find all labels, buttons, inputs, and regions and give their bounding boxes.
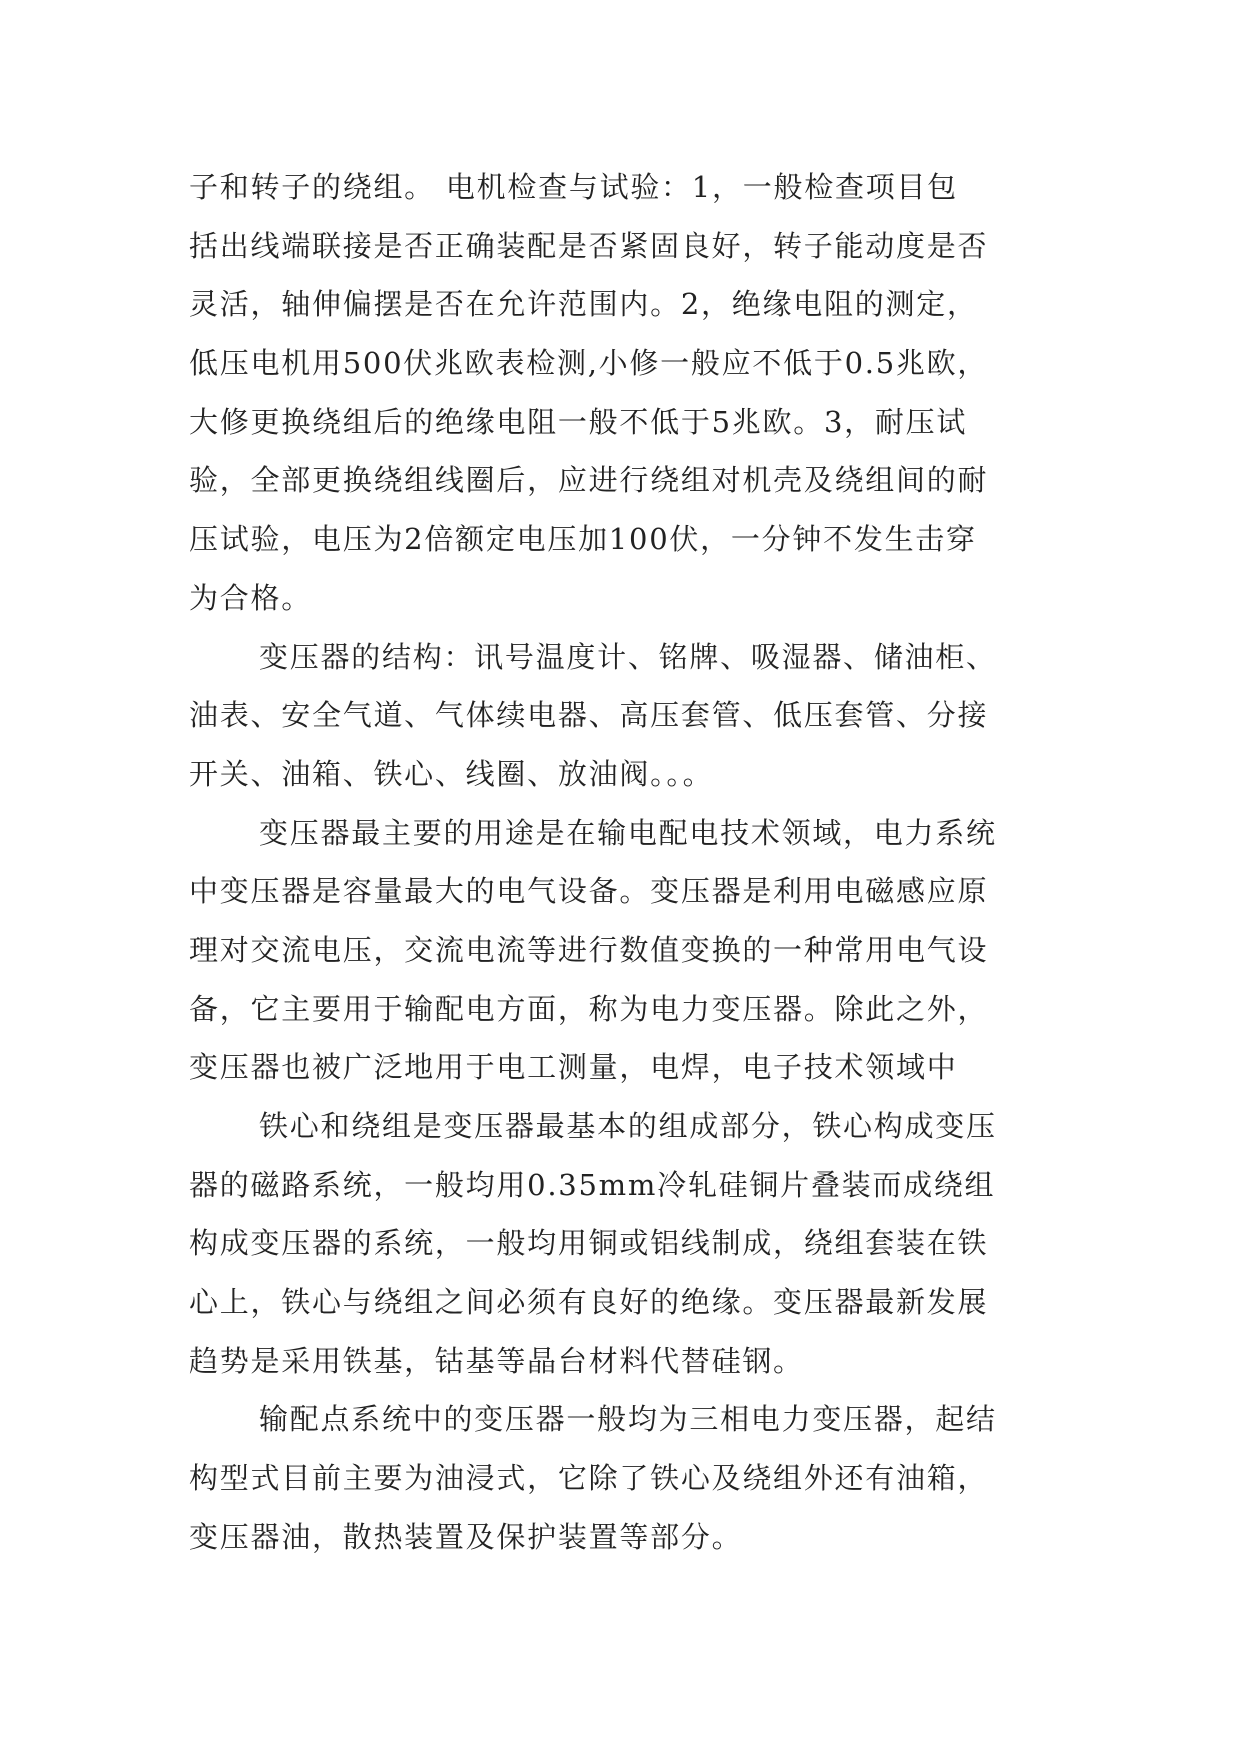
text-line: 括出线端联接是否正确装配是否紧固良好，转子能动度是否	[189, 228, 989, 263]
document-body	[189, 158, 1069, 1567]
text-line: 中变压器是容量最大的电气设备。变压器是利用电磁感应原	[189, 874, 989, 909]
text-line: 构型式目前主要为油浸式，它除了铁心及绕组外还有油箱，	[189, 1461, 989, 1496]
paragraph-first-line: 输配点系统中的变压器一般均为三相电力变压器，起结	[259, 1402, 997, 1437]
text-line: 低压电机用500伏兆欧表检测,小修一般应不低于0.5兆欧，	[189, 346, 989, 381]
text-line: 验，全部更换绕组线圈后，应进行绕组对机壳及绕组间的耐	[189, 463, 989, 498]
paragraph-first-line: 变压器最主要的用途是在输电配电技术领域，电力系统	[259, 815, 997, 850]
text-line: 子和转子的绕组。 电机检查与试验：1，一般检查项目包	[189, 170, 958, 204]
text-line: 压试验，电压为2倍额定电压加100伏，一分钟不发生击穿	[189, 522, 977, 557]
text-line: 器的磁路系统，一般均用0.35mm冷轧硅铜片叠装而成绕组	[189, 1167, 996, 1202]
text-line: 备，它主要用于输配电方面，称为电力变压器。除此之外，	[189, 991, 989, 1026]
text-line: 油表、安全气道、气体续电器、高压套管、低压套管、分接	[189, 698, 989, 733]
text-line: 灵活，轴伸偏摆是否在允许范围内。2，绝缘电阻的测定，	[189, 287, 978, 322]
text-line: 变压器也被广泛地用于电工测量，电焊，电子技术领域中	[189, 1050, 958, 1085]
text-line: 为合格。	[189, 580, 312, 615]
text-line: 变压器油，散热装置及保护装置等部分。	[189, 1519, 743, 1554]
paragraph-first-line: 变压器的结构：讯号温度计、铭牌、吸湿器、储油柜、	[259, 639, 997, 674]
text-line: 心上，铁心与绕组之间必须有良好的绝缘。变压器最新发展	[189, 1285, 989, 1320]
text-line: 理对交流电压，交流电流等进行数值变换的一种常用电气设	[189, 932, 989, 967]
text-line: 构成变压器的系统，一般均用铜或铝线制成，绕组套装在铁	[189, 1226, 989, 1261]
paragraph-first-line: 铁心和绕组是变压器最基本的组成部分，铁心构成变压	[259, 1109, 997, 1143]
text-line: 趋势是采用铁基，钴基等晶台材料代替硅钢。	[189, 1343, 804, 1378]
text-line: 大修更换绕组后的绝缘电阻一般不低于5兆欧。3，耐压试	[189, 404, 968, 439]
text-line: 开关、油箱、铁心、线圈、放油阀。。。	[189, 756, 714, 791]
